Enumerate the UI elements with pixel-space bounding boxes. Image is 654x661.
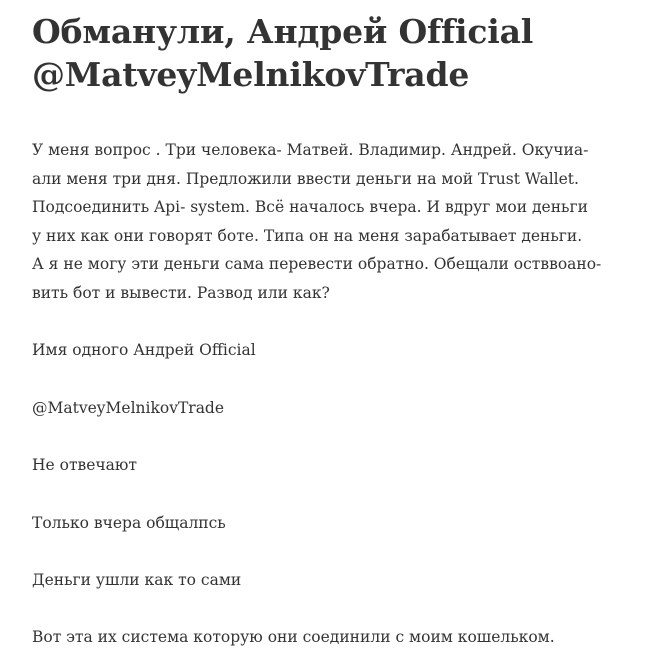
money-gone-paragraph: Деньги ушли как то сами bbox=[32, 570, 242, 589]
question-line: А я не могу эти деньги сама перевести обратно. Обещали остввоано- bbox=[32, 255, 602, 274]
question-line: вить бот и вывести. Развод или как? bbox=[32, 283, 330, 302]
handle-paragraph: @MatveyMelnikovTrade bbox=[32, 398, 225, 417]
post-title-line: @MatveyMelnikovTrade bbox=[32, 55, 470, 94]
post-title-line: Обманули, Андрей Official bbox=[32, 12, 534, 51]
post-body bbox=[32, 136, 632, 652]
system-paragraph: Вот эта их система которую они соединили с моим кошельком. bbox=[32, 628, 555, 647]
post bbox=[32, 10, 632, 652]
no-reply-paragraph: Не отвечают bbox=[32, 456, 137, 475]
name-paragraph: Имя одного Андрей Official bbox=[32, 341, 256, 360]
question-line: У меня вопрос . Три человека- Матвей. Владимир. Андрей. Окучиа- bbox=[32, 141, 589, 159]
question-line: али меня три дня. Предложили ввести деньги на мой Trust Wallet. bbox=[32, 169, 579, 188]
post-title bbox=[32, 10, 632, 96]
yesterday-paragraph: Только вчера общалпсь bbox=[32, 513, 226, 532]
question-paragraph bbox=[32, 136, 632, 308]
question-line: Подсоединить Api- system. Всё началось вчера. И вдруг мои деньги bbox=[32, 198, 588, 217]
question-line: у них как они говорят боте. Типа он на меня зарабатывает деньги. bbox=[32, 226, 583, 245]
